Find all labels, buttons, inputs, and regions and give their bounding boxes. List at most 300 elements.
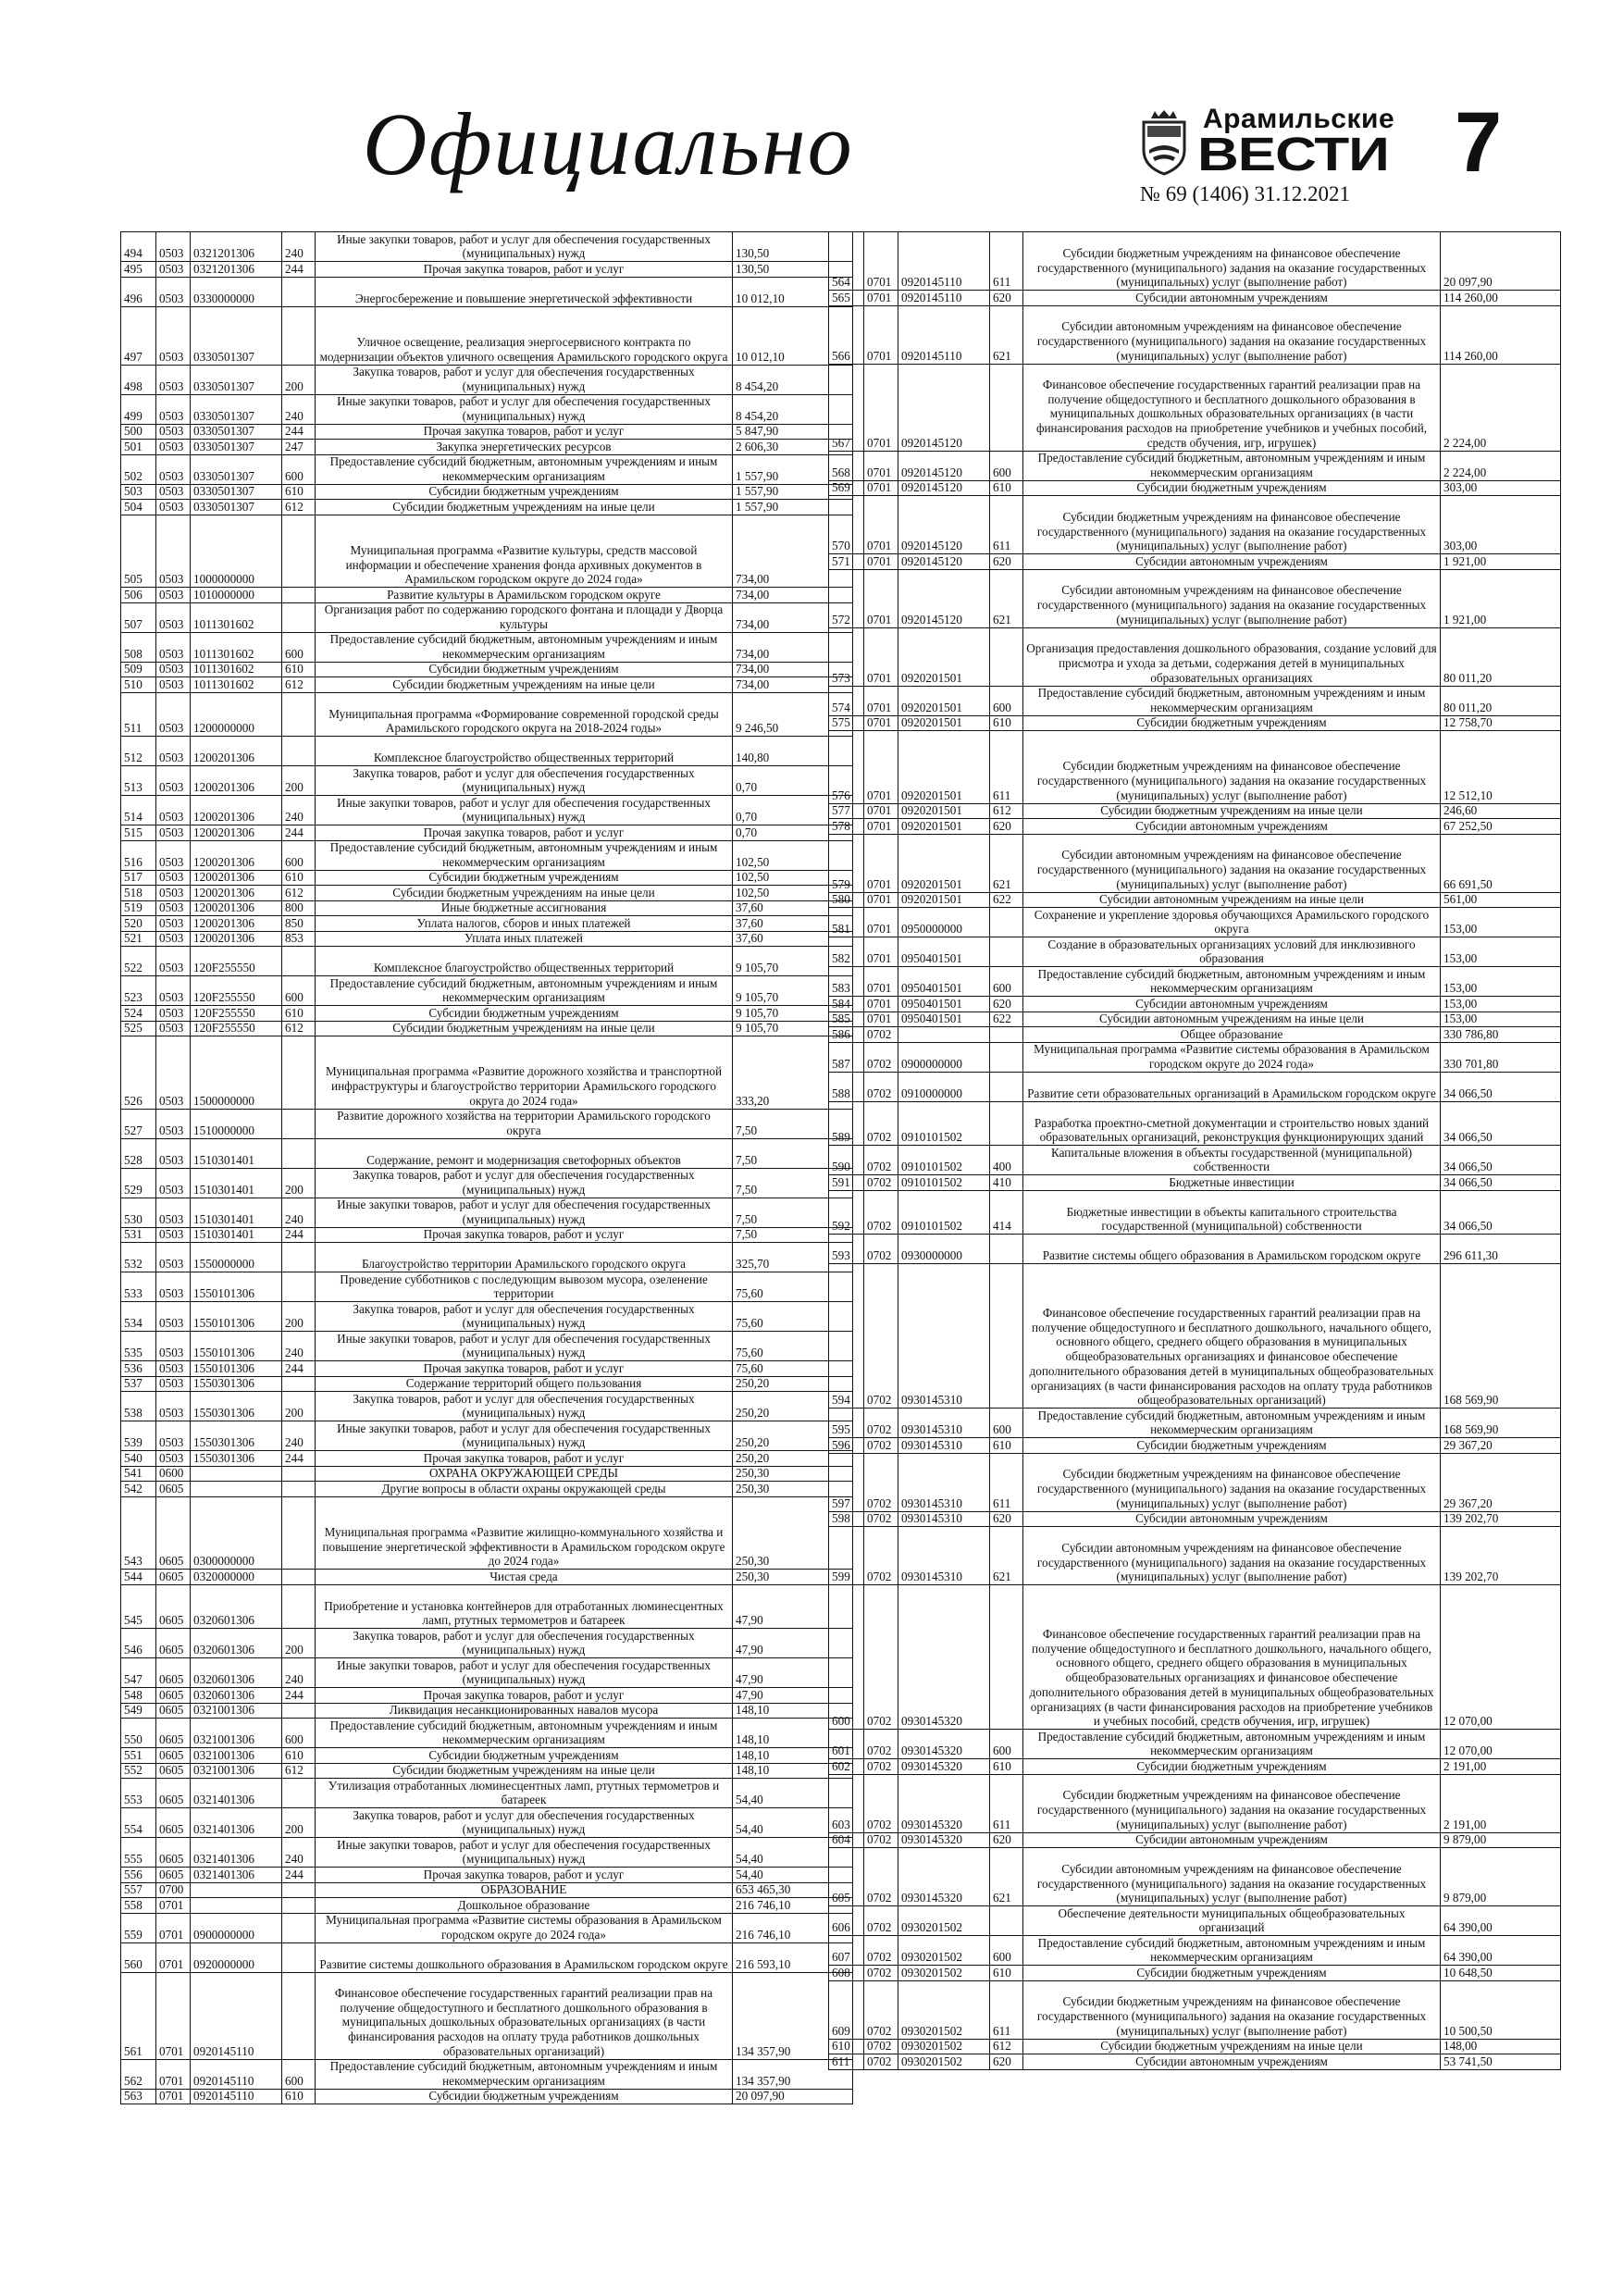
target-code: 1550101306 <box>191 1272 282 1301</box>
amount: 7,50 <box>736 1182 758 1197</box>
row-number: 606 <box>829 1906 864 1935</box>
row-number: 579 <box>829 835 864 892</box>
target-code: 1000000000 <box>191 515 282 588</box>
row-number: 548 <box>121 1688 156 1703</box>
amount: 8 454,20 <box>736 408 779 423</box>
amount: 34 066,50 <box>1443 1160 1493 1174</box>
amount: 20 097,90 <box>1443 275 1493 290</box>
table-row <box>121 1658 852 1688</box>
expense-type-code <box>990 1073 1023 1101</box>
target-code: 1200201306 <box>191 737 282 765</box>
section-code: 0503 <box>156 663 191 677</box>
item-name: Иные бюджетные ассигнования <box>316 901 733 916</box>
table-row <box>121 1243 852 1272</box>
item-name: Предоставление субсидий бюджетным, автономным учреждениям и иным некоммерческим организациям <box>316 976 733 1005</box>
section-title: Официально <box>363 94 854 193</box>
row-number: 608 <box>829 1966 864 1980</box>
amount: 325,70 <box>736 1257 770 1272</box>
table-row <box>121 1883 852 1899</box>
expense-type-code <box>282 515 316 588</box>
expense-type-code: 621 <box>990 570 1023 627</box>
row-number: 603 <box>829 1775 864 1832</box>
target-code: 0930145310 <box>898 1454 990 1511</box>
item-name: Субсидии бюджетным учреждениям <box>1023 1966 1441 1980</box>
row-number: 597 <box>829 1454 864 1511</box>
expense-type-code: 620 <box>990 1512 1023 1527</box>
section-code: 0503 <box>156 588 191 602</box>
target-code: 0321401306 <box>191 1838 282 1867</box>
amount: 7,50 <box>736 1123 758 1137</box>
row-number: 567 <box>829 365 864 451</box>
table-row <box>829 1775 1560 1833</box>
expense-type-code: 620 <box>990 2054 1023 2069</box>
item-name: Общее образование <box>1023 1027 1441 1042</box>
amount: 7,50 <box>736 1152 758 1167</box>
table-row <box>121 825 852 841</box>
item-name: Субсидии бюджетным учреждениям <box>1023 1759 1441 1774</box>
row-number: 519 <box>121 901 156 916</box>
item-name: Сохранение и укрепление здоровья обучающихся Арамильского городского округа <box>1023 908 1441 937</box>
expense-type-code: 244 <box>282 262 316 277</box>
expense-type-code <box>282 1973 316 2059</box>
target-code: 0320000000 <box>191 1570 282 1584</box>
section-code: 0503 <box>156 485 191 500</box>
section-code: 0700 <box>156 1883 191 1898</box>
row-number: 565 <box>829 291 864 305</box>
item-name: Субсидии автономным учреждениям <box>1023 1512 1441 1527</box>
amount: 2 191,00 <box>1443 1759 1487 1773</box>
row-number: 500 <box>121 425 156 440</box>
item-name: Муниципальная программа «Развитие системы образования в Арамильском городском округе до 2024 года» <box>1023 1043 1441 1072</box>
target-code: 1011301602 <box>191 677 282 692</box>
item-name: Развитие системы общего образования в Арамильском городском округе <box>1023 1235 1441 1263</box>
item-name: Субсидии автономным учреждениям <box>1023 997 1441 1011</box>
table-row <box>121 1898 852 1914</box>
row-number: 539 <box>121 1421 156 1450</box>
item-name: Приобретение и установка контейнеров для отработанных люминесцентных ламп, ртутных термометров и батареек <box>316 1585 733 1629</box>
section-code: 0702 <box>864 1936 898 1965</box>
section-code: 0503 <box>156 916 191 931</box>
item-name: Субсидии бюджетным учреждениям на финансовое обеспечение государственного (муниципального) задания на оказание государственных (муниципальных) услуг (выполнение работ) <box>1023 731 1441 803</box>
section-code: 0605 <box>156 1719 191 1747</box>
row-number: 513 <box>121 766 156 795</box>
section-code: 0605 <box>156 1868 191 1882</box>
table-row <box>829 1730 1560 1759</box>
expense-type-code: 244 <box>282 1688 316 1703</box>
section-code: 0605 <box>156 1688 191 1703</box>
item-name: Прочая закупка товаров, работ и услуг <box>316 1688 733 1703</box>
item-name: ОБРАЗОВАНИЕ <box>316 1883 733 1898</box>
row-number: 504 <box>121 500 156 515</box>
row-number: 564 <box>829 232 864 290</box>
table-row <box>121 515 852 589</box>
row-number: 514 <box>121 796 156 825</box>
item-name: Закупка товаров, работ и услуг для обеспечения государственных (муниципальных) нужд <box>316 1169 733 1198</box>
item-name: Субсидии автономным учреждениям <box>1023 2054 1441 2069</box>
amount: 250,30 <box>736 1554 770 1569</box>
table-row <box>121 1688 852 1704</box>
target-code: 1550101306 <box>191 1361 282 1376</box>
expense-type-code <box>990 937 1023 966</box>
item-name: Капитальные вложения в объекты государственной (муниципальной) собственности <box>1023 1146 1441 1174</box>
row-number: 610 <box>829 2040 864 2054</box>
section-code: 0503 <box>156 603 191 632</box>
row-number: 511 <box>121 693 156 737</box>
row-number: 552 <box>121 1764 156 1779</box>
item-name: ОХРАНА ОКРУЖАЮЩЕЙ СРЕДЫ <box>316 1467 733 1482</box>
table-row <box>121 1332 852 1361</box>
row-number: 544 <box>121 1570 156 1584</box>
table-row <box>121 1022 852 1037</box>
target-code: 0910101502 <box>898 1146 990 1174</box>
section-code: 0701 <box>864 570 898 627</box>
item-name: Субсидии бюджетным учреждениям на финансовое обеспечение государственного (муниципального) задания на оказание государственных (муниципальных) услуг (выполнение работ) <box>1023 1775 1441 1832</box>
expense-type-code: 612 <box>990 2040 1023 2054</box>
row-number: 585 <box>829 1012 864 1027</box>
expense-type-code: 622 <box>990 1012 1023 1027</box>
amount: 216 746,10 <box>736 1927 791 1942</box>
section-code: 0701 <box>864 1012 898 1027</box>
section-code: 0701 <box>864 687 898 715</box>
item-name: Финансовое обеспечение государственных гарантий реализации прав на получение общедоступного и бесплатного дошкольного, начального общего, основного общего, среднего общего образования в муниципальных общеобразовательных организациях и финансовое обеспечение дополнительного образования детей в муниципальных общеобразовательных организациях (в части финансирования расходов на приобретение учебников и учебных пособий, средств обучения, игр, игрушек) <box>1023 1585 1441 1729</box>
row-number: 607 <box>829 1936 864 1965</box>
section-code: 0702 <box>864 1264 898 1408</box>
item-name: Предоставление субсидий бюджетным, автономным учреждениям и иным некоммерческим организациям <box>1023 452 1441 480</box>
section-code: 0503 <box>156 1228 191 1243</box>
expense-type-code: 610 <box>282 2090 316 2104</box>
page-number: 7 <box>1455 95 1503 190</box>
expense-type-code: 612 <box>282 500 316 515</box>
amount: 140,80 <box>736 751 770 765</box>
target-code: 0930145310 <box>898 1438 990 1453</box>
section-code: 0503 <box>156 307 191 365</box>
amount: 330 786,80 <box>1443 1027 1499 1041</box>
expense-type-code <box>282 603 316 632</box>
expense-type-code <box>282 1914 316 1942</box>
section-code: 0503 <box>156 1169 191 1198</box>
item-name: Субсидии бюджетным учреждениям на иные цели <box>316 1764 733 1779</box>
row-number: 536 <box>121 1361 156 1376</box>
section-code: 0605 <box>156 1704 191 1719</box>
expense-type-code <box>990 908 1023 937</box>
expense-type-code: 240 <box>282 395 316 424</box>
expense-type-code: 610 <box>990 716 1023 731</box>
item-name: Муниципальная программа «Развитие культуры, средств массовой информации и обеспечение хранения фонда архивных документов в Арамильском городском округе до 2024 года» <box>316 515 733 588</box>
section-code: 0503 <box>156 440 191 454</box>
table-row <box>121 1497 852 1570</box>
section-code: 0503 <box>156 677 191 692</box>
target-code: 0930201502 <box>898 2054 990 2069</box>
row-number: 495 <box>121 262 156 277</box>
table-row <box>121 440 852 455</box>
expense-type-code <box>282 1110 316 1138</box>
row-number: 593 <box>829 1235 864 1263</box>
item-name: Развитие дорожного хозяйства на территории Арамильского городского округа <box>316 1110 733 1138</box>
section-code: 0701 <box>864 716 898 731</box>
amount: 330 701,80 <box>1443 1056 1499 1071</box>
expense-type-code: 240 <box>282 796 316 825</box>
row-number: 559 <box>121 1914 156 1942</box>
section-code: 0702 <box>864 1848 898 1905</box>
expense-type-code: 620 <box>990 1833 1023 1848</box>
target-code: 0930201502 <box>898 1981 990 2039</box>
row-number: 526 <box>121 1036 156 1109</box>
expense-type-code: 612 <box>282 1022 316 1036</box>
table-row <box>121 232 852 262</box>
table-row <box>121 693 852 738</box>
row-number: 554 <box>121 1808 156 1837</box>
expense-type-code: 600 <box>990 967 1023 996</box>
row-number: 573 <box>829 628 864 686</box>
row-number: 543 <box>121 1497 156 1570</box>
table-row <box>829 1073 1560 1102</box>
row-number: 547 <box>121 1658 156 1687</box>
target-code: 1200201306 <box>191 841 282 870</box>
table-row <box>121 425 852 441</box>
row-number: 524 <box>121 1006 156 1021</box>
table-row <box>121 1467 852 1483</box>
row-number: 502 <box>121 455 156 484</box>
expense-type-code: 611 <box>990 232 1023 290</box>
item-name: Субсидии автономным учреждениям <box>1023 291 1441 305</box>
expense-type-code: 244 <box>282 1361 316 1376</box>
section-code: 0503 <box>156 1272 191 1301</box>
table-row <box>121 1451 852 1467</box>
target-code: 1550301306 <box>191 1421 282 1450</box>
target-code: 0920145120 <box>898 452 990 480</box>
expense-type-code: 620 <box>990 554 1023 569</box>
section-code: 0701 <box>864 306 898 364</box>
target-code: 0930145320 <box>898 1775 990 1832</box>
row-number: 576 <box>829 731 864 803</box>
amount: 54,40 <box>736 1852 763 1867</box>
item-name: Разработка проектно-сметной документации и строительство новых зданий образовательных организаций, реконструкция функционирующих зданий <box>1023 1102 1441 1146</box>
expense-type-code <box>990 1235 1023 1263</box>
row-number: 531 <box>121 1228 156 1243</box>
amount: 734,00 <box>736 588 770 602</box>
expense-type-code <box>990 1043 1023 1072</box>
row-number: 523 <box>121 976 156 1005</box>
table-row <box>829 2040 1560 2055</box>
row-number: 551 <box>121 1748 156 1763</box>
table-row <box>829 1409 1560 1438</box>
expense-type-code: 400 <box>990 1146 1023 1174</box>
row-number: 599 <box>829 1527 864 1584</box>
item-name: Закупка товаров, работ и услуг для обеспечения государственных (муниципальных) нужд <box>316 766 733 795</box>
amount: 9 105,70 <box>736 990 779 1005</box>
expense-type-code: 612 <box>282 1764 316 1779</box>
item-name: Предоставление субсидий бюджетным, автономным учреждениям и иным некоммерческим организациям <box>316 1719 733 1747</box>
item-name: Иные закупки товаров, работ и услуг для обеспечения государственных (муниципальных) нужд <box>316 1421 733 1450</box>
target-code: 1200201306 <box>191 766 282 795</box>
expense-type-code: 621 <box>990 1848 1023 1905</box>
row-number: 570 <box>829 496 864 553</box>
target-code: 0920201501 <box>898 893 990 908</box>
expense-type-code <box>282 278 316 306</box>
amount: 250,30 <box>736 1482 770 1496</box>
section-code: 0503 <box>156 1361 191 1376</box>
item-name: Иные закупки товаров, работ и услуг для обеспечения государственных (муниципальных) нужд <box>316 232 733 261</box>
row-number: 582 <box>829 937 864 966</box>
amount: 29 367,20 <box>1443 1438 1493 1452</box>
item-name: Энергосбережение и повышение энергетической эффективности <box>316 278 733 306</box>
target-code: 0321001306 <box>191 1764 282 1779</box>
target-code: 0930145320 <box>898 1730 990 1758</box>
expense-type-code <box>990 1027 1023 1042</box>
amount: 12 512,10 <box>1443 788 1493 802</box>
amount: 303,00 <box>1443 539 1478 553</box>
amount: 34 066,50 <box>1443 1219 1493 1234</box>
amount: 333,20 <box>736 1093 770 1108</box>
amount: 153,00 <box>1443 922 1478 937</box>
table-row <box>121 603 852 633</box>
table-row <box>121 1110 852 1139</box>
expense-type-code: 600 <box>990 452 1023 480</box>
amount: 9 246,50 <box>736 721 779 736</box>
item-name: Иные закупки товаров, работ и услуг для обеспечения государственных (муниципальных) нужд <box>316 1198 733 1227</box>
section-code: 0503 <box>156 976 191 1005</box>
section-code: 0503 <box>156 766 191 795</box>
expense-type-code <box>282 1570 316 1584</box>
table-row <box>121 871 852 887</box>
table-row <box>121 932 852 948</box>
table-row <box>121 1006 852 1022</box>
table-row <box>121 500 852 515</box>
amount: 12 758,70 <box>1443 715 1493 730</box>
table-row <box>829 570 1560 628</box>
item-name: Иные закупки товаров, работ и услуг для обеспечения государственных (муниципальных) нужд <box>316 1838 733 1867</box>
item-name: Субсидии автономным учреждениям <box>1023 819 1441 834</box>
table-row <box>829 452 1560 481</box>
item-name: Бюджетные инвестиции <box>1023 1175 1441 1190</box>
amount: 53 741,50 <box>1443 2054 1493 2068</box>
target-code: 0950401501 <box>898 997 990 1011</box>
row-number: 512 <box>121 737 156 765</box>
table-row <box>121 1169 852 1198</box>
expense-type-code: 244 <box>282 1451 316 1466</box>
section-code: 0503 <box>156 1110 191 1138</box>
expense-type-code: 620 <box>990 997 1023 1011</box>
table-row <box>121 1808 852 1838</box>
row-number: 541 <box>121 1467 156 1482</box>
row-number: 494 <box>121 232 156 261</box>
table-row <box>829 1264 1560 1409</box>
item-name: Закупка товаров, работ и услуг для обеспечения государственных (муниципальных) нужд <box>316 1302 733 1331</box>
target-code: 120F255550 <box>191 976 282 1005</box>
target-code: 1200201306 <box>191 932 282 947</box>
amount: 130,50 <box>736 262 770 276</box>
target-code: 0320601306 <box>191 1688 282 1703</box>
section-code: 0600 <box>156 1467 191 1482</box>
section-code: 0701 <box>864 967 898 996</box>
amount: 9 105,70 <box>736 1006 779 1020</box>
table-row <box>829 893 1560 909</box>
row-number: 496 <box>121 278 156 306</box>
target-code: 1550301306 <box>191 1392 282 1421</box>
target-code: 0930201502 <box>898 1906 990 1935</box>
target-code: 0321001306 <box>191 1719 282 1747</box>
target-code: 0920201501 <box>898 819 990 834</box>
section-code: 0702 <box>864 1906 898 1935</box>
expense-type-code: 240 <box>282 1332 316 1360</box>
target-code: 0910101502 <box>898 1102 990 1146</box>
item-name: Предоставление субсидий бюджетным, автономным учреждениям и иным некоммерческим организациям <box>316 455 733 484</box>
expense-type-code: 240 <box>282 1198 316 1227</box>
amount: 54,40 <box>736 1868 763 1881</box>
amount: 114 260,00 <box>1443 348 1498 363</box>
target-code: 0920145120 <box>898 554 990 569</box>
expense-type-code: 200 <box>282 766 316 795</box>
section-code: 0702 <box>864 1527 898 1584</box>
expense-type-code <box>282 1139 316 1168</box>
row-number: 505 <box>121 515 156 588</box>
table-row <box>829 1512 1560 1528</box>
logo-word-vesti: ВЕСТИ <box>1197 128 1389 181</box>
expense-type-code: 244 <box>282 425 316 440</box>
amount: 734,00 <box>736 646 770 661</box>
section-code: 0503 <box>156 871 191 886</box>
section-code: 0605 <box>156 1748 191 1763</box>
row-number: 525 <box>121 1022 156 1036</box>
section-code: 0503 <box>156 947 191 975</box>
amount: 734,00 <box>736 662 770 676</box>
amount: 168 569,90 <box>1443 1393 1499 1408</box>
item-name: Субсидии бюджетным учреждениям <box>316 485 733 500</box>
section-code: 0503 <box>156 737 191 765</box>
row-number: 569 <box>829 481 864 496</box>
expense-type-code: 247 <box>282 440 316 454</box>
row-number: 555 <box>121 1838 156 1867</box>
section-code: 0605 <box>156 1570 191 1584</box>
expense-type-code: 611 <box>990 1981 1023 2039</box>
item-name: Субсидии автономным учреждениям на финансовое обеспечение государственного (муниципального) задания на оказание государственных (муниципальных) услуг (выполнение работ) <box>1023 570 1441 627</box>
table-row <box>829 819 1560 835</box>
item-name: Благоустройство территории Арамильского городского округа <box>316 1243 733 1272</box>
amount: 734,00 <box>736 616 770 631</box>
item-name: Закупка товаров, работ и услуг для обеспечения государственных (муниципальных) нужд <box>316 1808 733 1837</box>
target-code: 1510301401 <box>191 1139 282 1168</box>
target-code <box>191 1467 282 1482</box>
amount: 102,50 <box>736 870 770 885</box>
expense-type-code <box>282 1243 316 1272</box>
row-number: 609 <box>829 1981 864 2039</box>
row-number: 588 <box>829 1073 864 1101</box>
expense-type-code: 610 <box>282 1748 316 1763</box>
table-row <box>121 1198 852 1228</box>
target-code: 0920145120 <box>898 481 990 496</box>
expense-type-code <box>990 365 1023 451</box>
table-row <box>121 796 852 825</box>
amount: 67 252,50 <box>1443 819 1493 833</box>
section-code: 0702 <box>864 1833 898 1848</box>
item-name: Предоставление субсидий бюджетным, автономным учреждениям и иным некоммерческим организациям <box>1023 967 1441 996</box>
table-row <box>121 1272 852 1302</box>
amount: 1 921,00 <box>1443 612 1487 627</box>
section-code: 0701 <box>864 908 898 937</box>
amount: 80 011,20 <box>1443 700 1493 714</box>
section-code: 0503 <box>156 1377 191 1392</box>
target-code: 0950401501 <box>898 1012 990 1027</box>
item-name: Прочая закупка товаров, работ и услуг <box>316 425 733 440</box>
item-name: Предоставление субсидий бюджетным, автономным учреждениям и иным некоммерческим организациям <box>1023 1409 1441 1437</box>
budget-table-left <box>120 231 853 2104</box>
expense-type-code: 200 <box>282 1169 316 1198</box>
section-code: 0702 <box>864 1409 898 1437</box>
row-number: 537 <box>121 1377 156 1392</box>
target-code: 1550301306 <box>191 1377 282 1392</box>
table-row <box>829 291 1560 306</box>
table-row <box>829 628 1560 687</box>
